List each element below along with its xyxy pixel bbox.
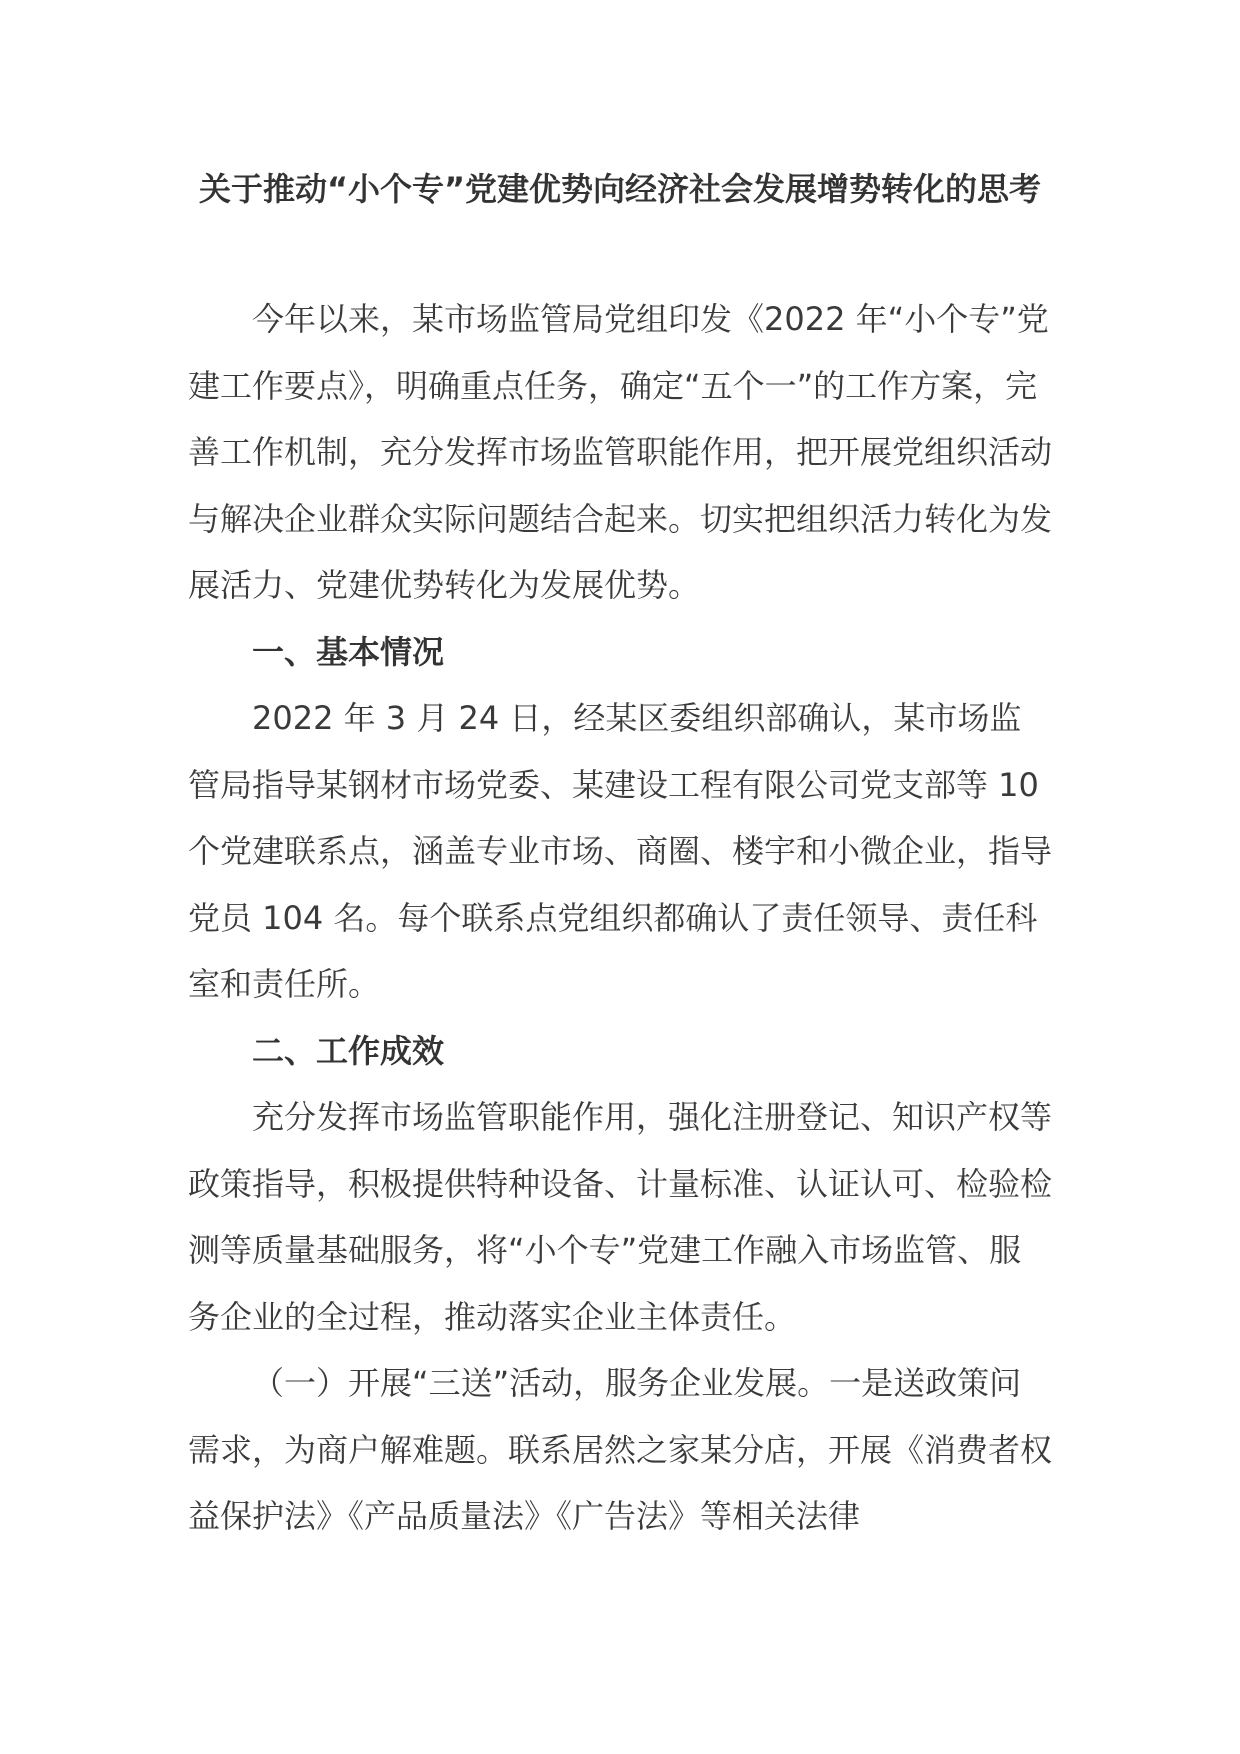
paragraph-work-results: 充分发挥市场监管职能作用，强化注册登记、知识产权等政策指导，积极提供特种设备、计量标准、认证认可、检验检测等质量基础服务，将“小个专”党建工作融入市场监管、服务企业的全过程，推动落实企业主体责任。 xyxy=(188,1098,1053,1336)
paragraph-intro: 今年以来，某市场监管局党组印发《2022 年“小个专”党建工作要点》，明确重点任务，确定“五个一”的工作方案，完善工作机制，充分发挥市场监管职能作用，把开展党组织活动与解决企业群众实际问题结合起来。切实把组织活力转化为发展活力、党建优势转化为发展优势。 xyxy=(188,300,1053,604)
paragraph-three-sends: （一）开展“三送”活动，服务企业发展。一是送政策问需求，为商户解难题。联系居然之家某分店，开展《消费者权益保护法》《产品质量法》《广告法》等相关法律 xyxy=(188,1364,1053,1535)
section-heading-work-results: 二、工作成效 xyxy=(252,1031,445,1070)
paragraph-basic-situation: 2022 年 3 月 24 日，经某区委组织部确认，某市场监管局指导某钢材市场党委、某建设工程有限公司党支部等 10 个党建联系点，涵盖专业市场、商圈、楼宇和小微企业，指导党员 104 名。每个联系点党组织都确认了责任领导、责任科室和责任所。 xyxy=(188,699,1053,1003)
document-title: 关于推动“小个专”党建优势向经济社会发展增势转化的思考 xyxy=(198,170,1042,208)
section-heading-basic-situation: 一、基本情况 xyxy=(252,632,445,671)
document-body xyxy=(188,286,1052,1550)
